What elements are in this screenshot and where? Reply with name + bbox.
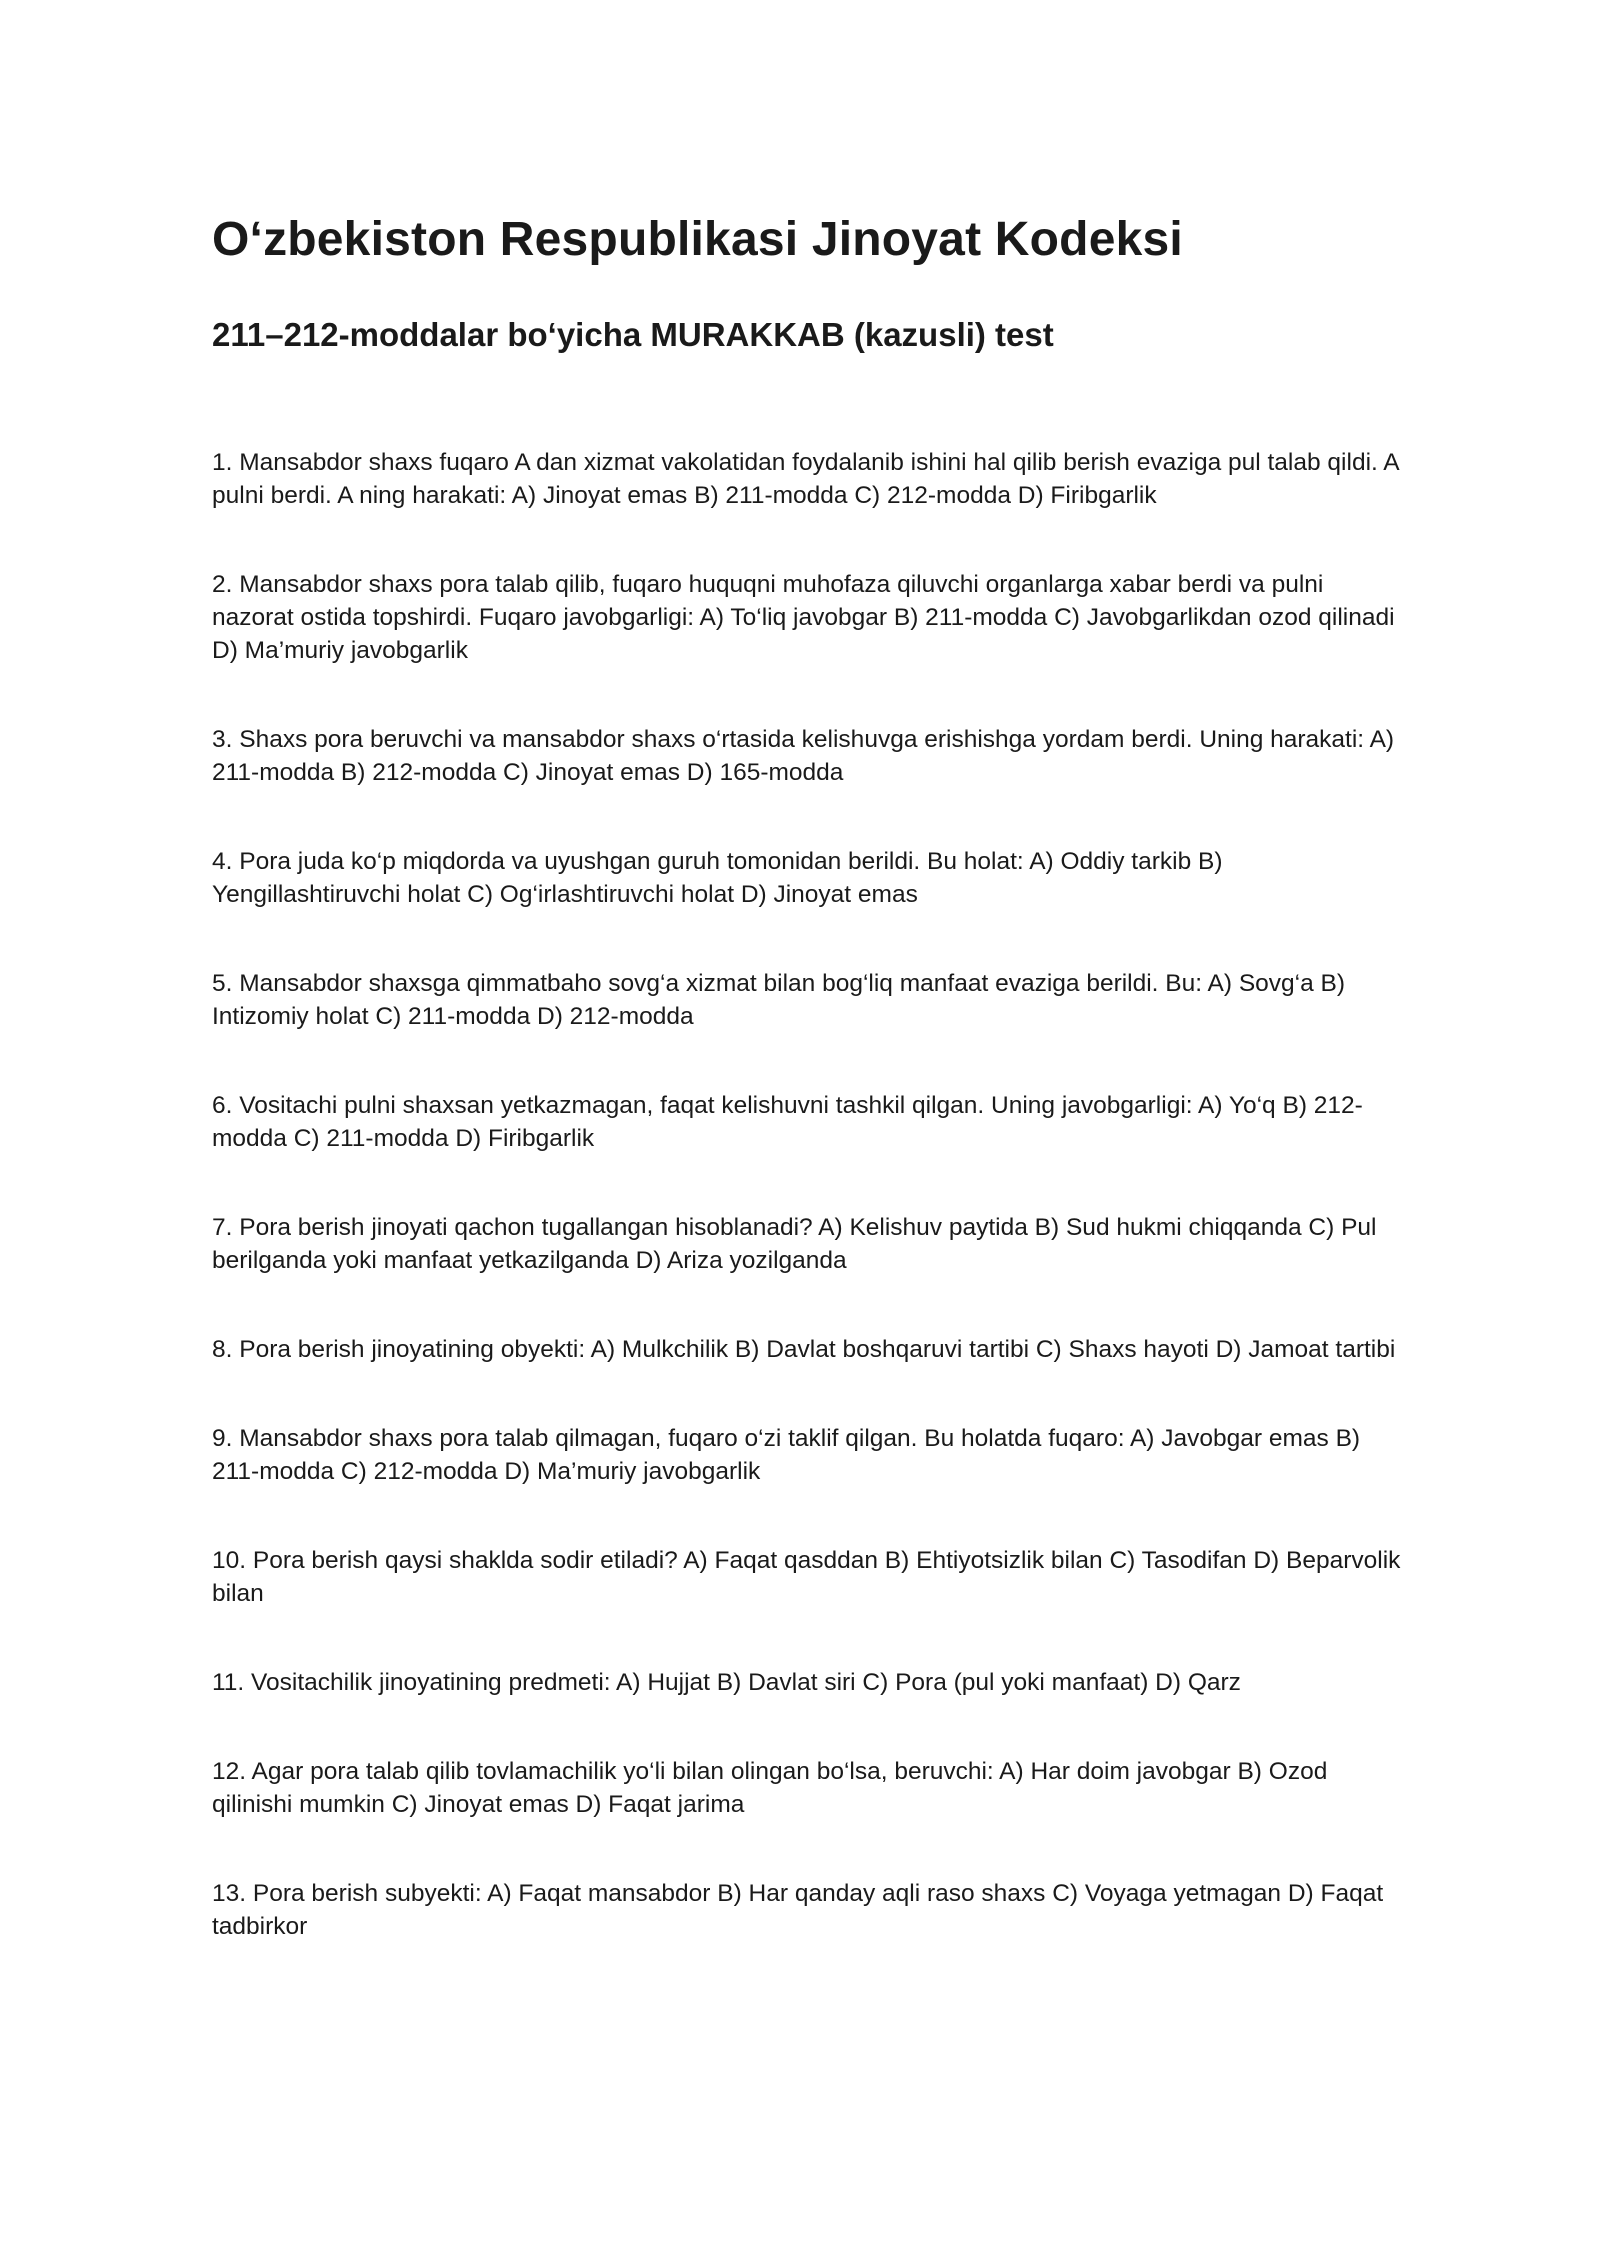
question-2: 2. Mansabdor shaxs pora talab qilib, fuqaro huquqni muhofaza qiluvchi organlarga xabar berdi va pulni nazorat ostida topshirdi. Fuqaro javobgarligi: A) To‘liq javobgar B) 211-modda C) Javobgarlikdan ozod qilinadi D) Ma’muriy javobgarlik bbox=[212, 571, 1395, 664]
document-subtitle: 211–212-moddalar bo‘yicha MURAKKAB (kazusli) test bbox=[212, 316, 1054, 353]
question-3: 3. Shaxs pora beruvchi va mansabdor shaxs o‘rtasida kelishuvga erishishga yordam berdi. Uning harakati: A) 211-modda B) 212-modda C) Jinoyat emas D) 165-modda bbox=[212, 726, 1395, 786]
question-5: 5. Mansabdor shaxsga qimmatbaho sovg‘a xizmat bilan bog‘liq manfaat evaziga berildi. Bu: A) Sovg‘a B) Intizomiy holat C) 211-modda D) 212-modda bbox=[212, 970, 1346, 1030]
question-7: 7. Pora berish jinoyati qachon tugallangan hisoblanadi? A) Kelishuv paytida B) Sud hukmi chiqqanda C) Pul berilganda yoki manfaat yetkazilganda D) Ariza yozilganda bbox=[212, 1214, 1377, 1274]
question-11: 11. Vositachilik jinoyatining predmeti: A) Hujjat B) Davlat siri C) Pora (pul yoki manfaat) D) Qarz bbox=[212, 1669, 1241, 1696]
question-list bbox=[212, 446, 1402, 1943]
question-6: 6. Vositachi pulni shaxsan yetkazmagan, faqat kelishuvni tashkil qilgan. Uning javobgarligi: A) Yo‘q B) 212-modda C) 211-modda D) Firibgarlik bbox=[212, 1092, 1363, 1152]
question-4: 4. Pora juda ko‘p miqdorda va uyushgan guruh tomonidan berildi. Bu holat: A) Oddiy tarkib B) Yengillashtiruvchi holat C) Og‘irlashtiruvchi holat D) Jinoyat emas bbox=[212, 848, 1223, 908]
question-12: 12. Agar pora talab qilib tovlamachilik yo‘li bilan olingan bo‘lsa, beruvchi: A) Har doim javobgar B) Ozod qilinishi mumkin C) Jinoyat emas D) Faqat jarima bbox=[212, 1758, 1328, 1818]
document-page bbox=[212, 206, 1402, 1999]
question-8: 8. Pora berish jinoyatining obyekti: A) Mulkchilik B) Davlat boshqaruvi tartibi C) Shaxs hayoti D) Jamoat tartibi bbox=[212, 1336, 1396, 1363]
question-9: 9. Mansabdor shaxs pora talab qilmagan, fuqaro o‘zi taklif qilgan. Bu holatda fuqaro: A) Javobgar emas B) 211-modda C) 212-modda D) Ma’muriy javobgarlik bbox=[212, 1425, 1361, 1485]
question-10: 10. Pora berish qaysi shaklda sodir etiladi? A) Faqat qasddan B) Ehtiyotsizlik bilan C) Tasodifan D) Beparvolik bilan bbox=[212, 1547, 1401, 1607]
document-title: O‘zbekiston Respublikasi Jinoyat Kodeksi bbox=[212, 213, 1183, 266]
question-13: 13. Pora berish subyekti: A) Faqat mansabdor B) Har qanday aqli raso shaxs C) Voyaga yetmagan D) Faqat tadbirkor bbox=[212, 1880, 1384, 1940]
question-1: 1. Mansabdor shaxs fuqaro A dan xizmat vakolatidan foydalanib ishini hal qilib berish evaziga pul talab qildi. A pulni berdi. A ning harakati: A) Jinoyat emas B) 211-modda C) 212-modda D) Firibgarlik bbox=[212, 449, 1399, 509]
